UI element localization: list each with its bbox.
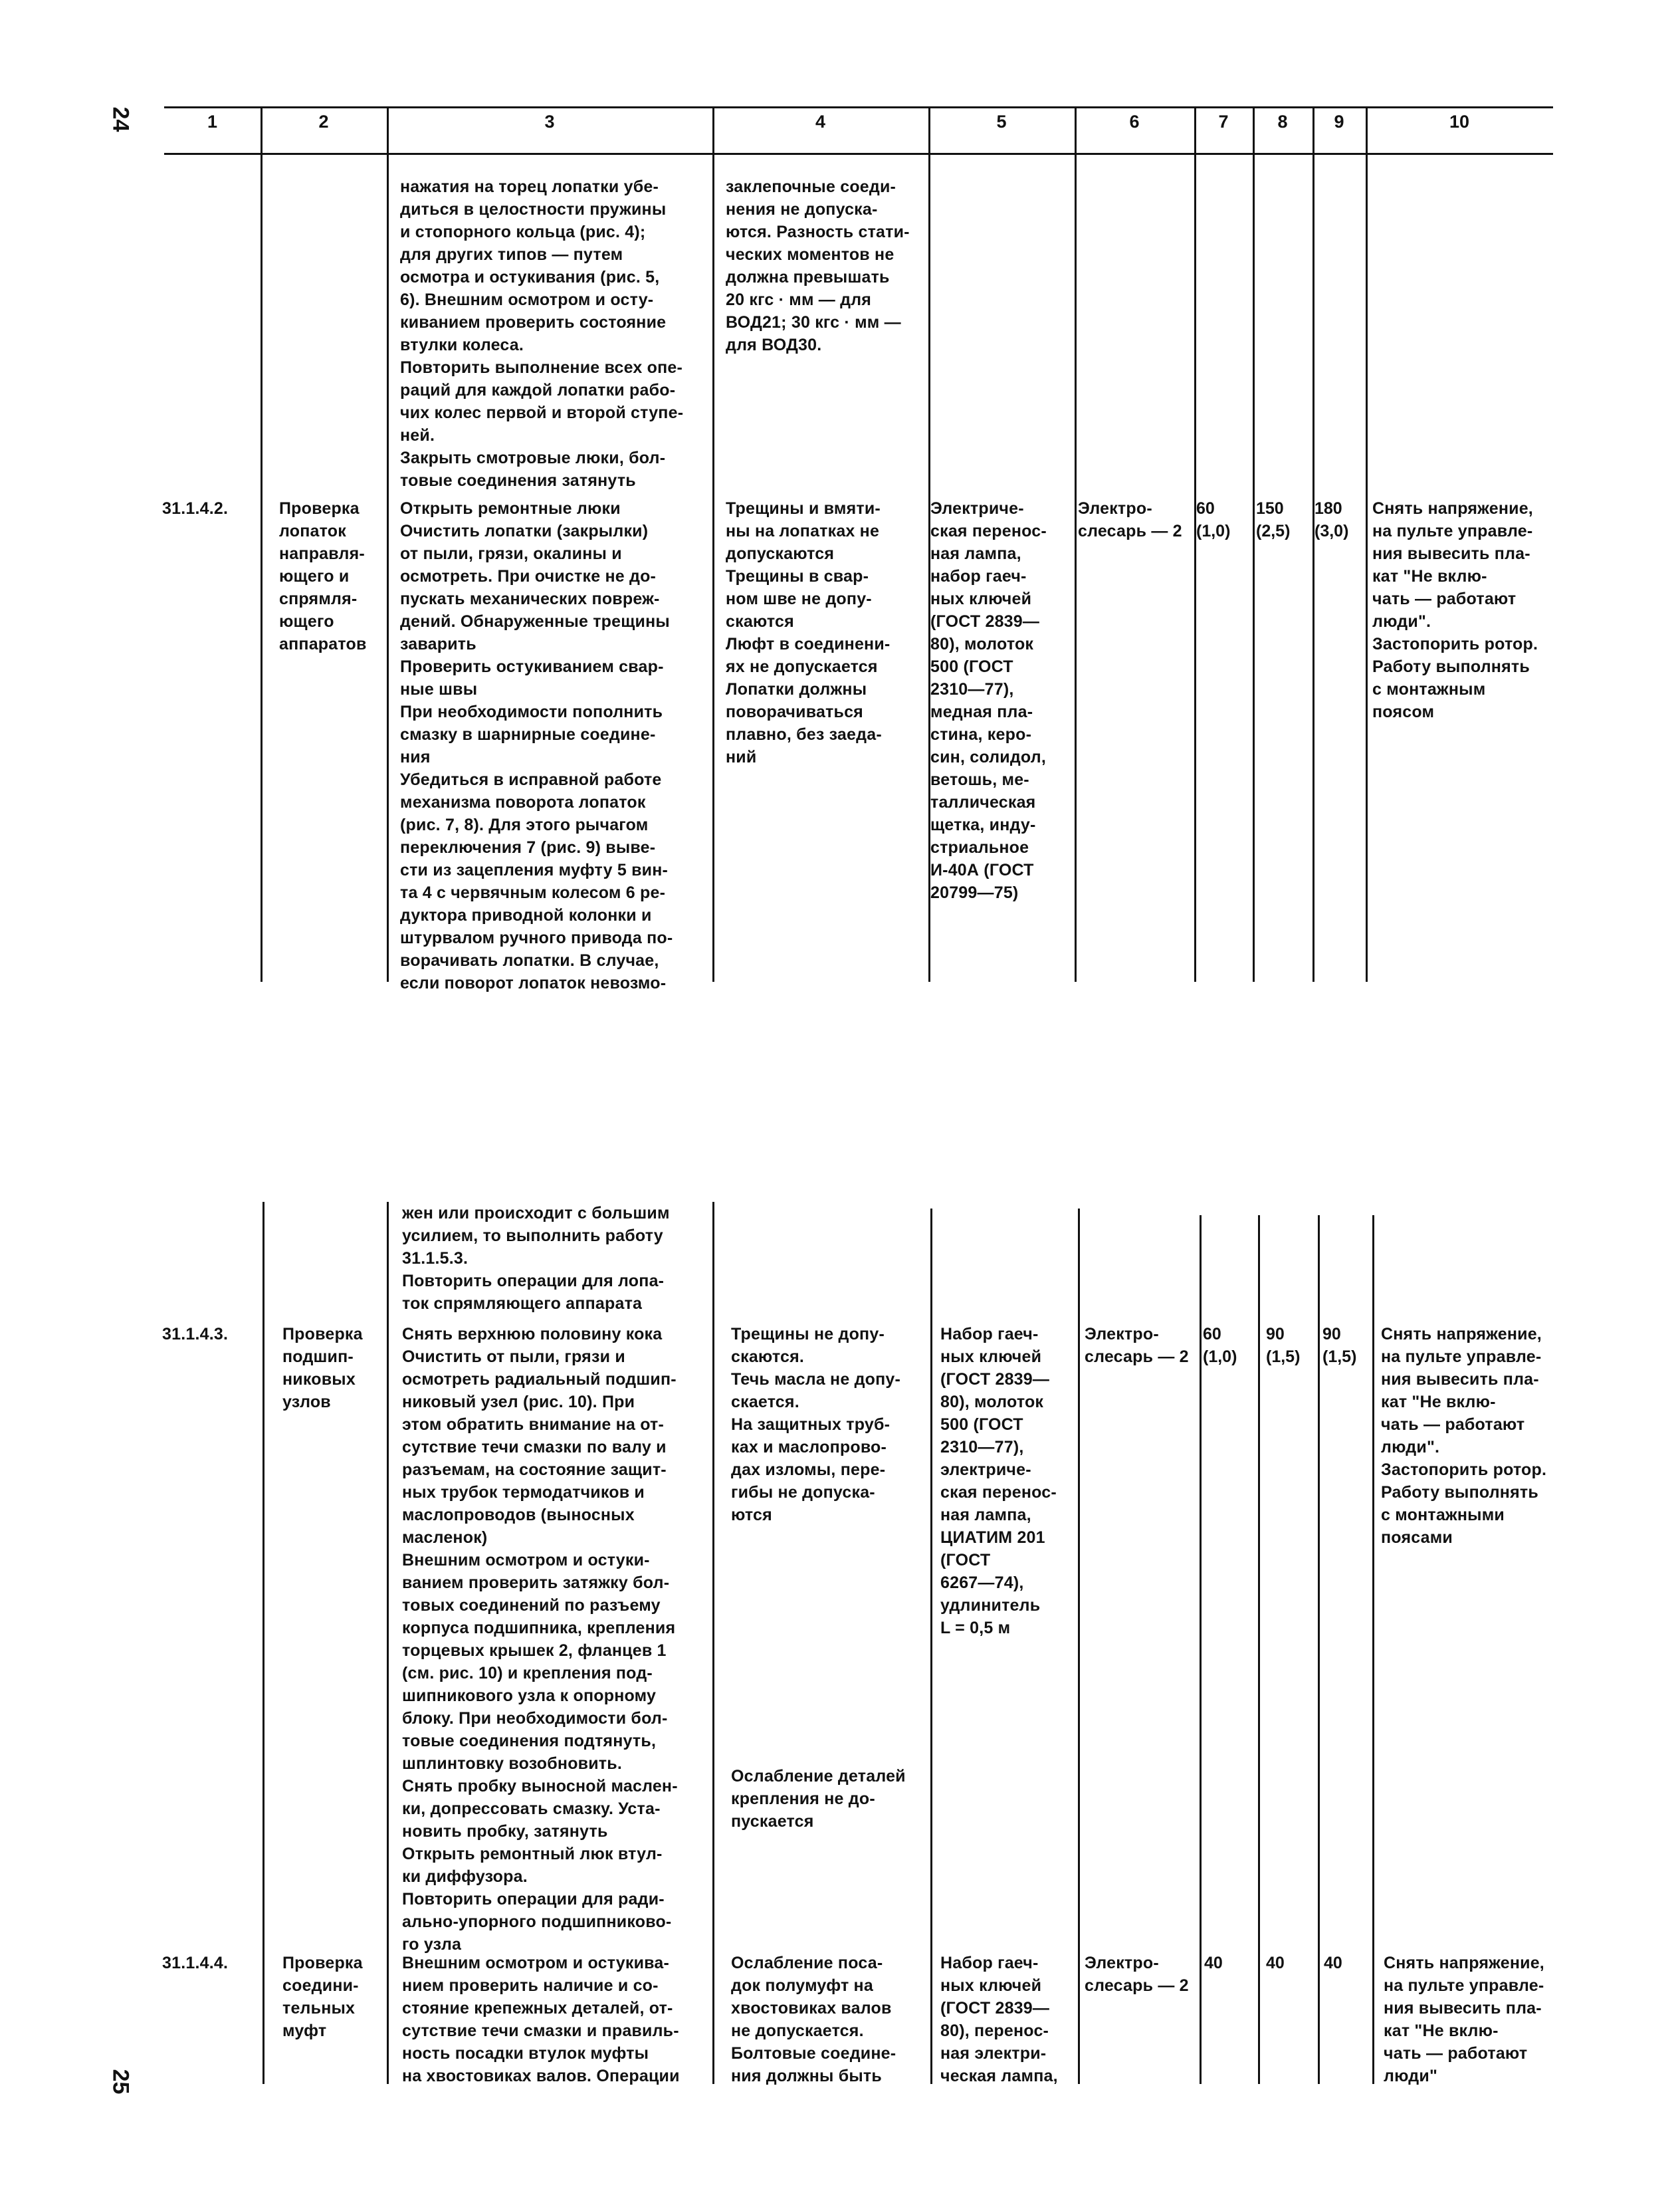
row-number: 31.1.4.2. bbox=[162, 499, 229, 518]
safety-notes: Снять напряжение, на пульте управле- ния вывесить пла- кат "Не вклю- чать — работают люди" bbox=[1384, 1954, 1544, 2085]
column-header-2: 2 bbox=[318, 112, 329, 132]
operation-name: Проверка лопаток направля- ющего и спрямля- ющего аппаратов bbox=[279, 499, 367, 653]
row-number: 31.1.4.4. bbox=[162, 1954, 229, 1972]
tools-text: Электриче- ская перенос- ная лампа, набор гаеч- ных ключей (ГОСТ 2839— 80), молоток 500 (ГОСТ 2310—77), медная пла- стина, керо- син, солидол, ветошь, ме- таллическая щетка, инду- стриальное И-40А (ГОСТ 20799—75) bbox=[930, 499, 1047, 902]
safety-notes: Снять напряжение, на пульте управле- ния вывесить пла- кат "Не вклю- чать — работают люди". Застопорить ротор. Работу выполнять с монтажным поясом bbox=[1372, 499, 1538, 721]
time-value-9: 180 (3,0) bbox=[1314, 499, 1349, 540]
time-value-8: 90 (1,5) bbox=[1266, 1325, 1301, 1366]
row-number: 31.1.4.3. bbox=[162, 1325, 229, 1343]
column-header-9: 9 bbox=[1334, 112, 1344, 132]
time-value-7: 60 (1,0) bbox=[1203, 1325, 1237, 1366]
continued-procedure-text: нажатия на торец лопатки убе- диться в целостности пружины и стопорного кольца (рис. 4); для других типов — путем осмотра и остукивания (рис. 5, 6). Внешним осмотром и осту- киванием проверить состояние втулки колеса. Повторить выполнение всех опе- раций для каждой лопатки рабо- чих колес первой и второй ступе- ней. Закрыть смотровые люки, бол- товые соединения затянуть bbox=[400, 177, 684, 490]
time-value-9: 40 bbox=[1324, 1954, 1342, 1972]
time-value-7: 60 (1,0) bbox=[1196, 499, 1231, 540]
requirements-text-2: Ослабление деталей крепления не до- пускается bbox=[731, 1767, 906, 1831]
column-header-8: 8 bbox=[1277, 112, 1288, 132]
safety-notes: Снять напряжение, на пульте управле- ния вывесить пла- кат "Не вклю- чать — работают люди". Застопорить ротор. Работу выполнять с монтажными поясами bbox=[1381, 1325, 1547, 1547]
requirements-text: Трещины не допу- скаются. Течь масла не допу- скается. На защитных труб- ках и маслопрово- дах изломы, пере- гибы не допуска- ются bbox=[731, 1325, 901, 1524]
column-header-1: 1 bbox=[207, 112, 218, 132]
requirements-text: Трещины и вмяти- ны на лопатках не допускаются Трещины в свар- ном шве не допу- скаются Люфт в соединени- ях не допускается Лопатки должны поворачиваться плавно, без заеда- ний bbox=[726, 499, 891, 766]
column-header-7: 7 bbox=[1218, 112, 1229, 132]
time-value-7: 40 bbox=[1204, 1954, 1223, 1972]
column-header-3: 3 bbox=[544, 112, 555, 132]
procedure-text: Снять верхнюю половину кока Очистить от пыли, грязи и осмотреть радиальный подшип- никовый узел (рис. 10). При этом обратить внимание на от- сутствие течи смазки по валу и разъемам, на состояние защит- ных трубок термодатчиков и маслопроводов (выносных масленок) Внешним осмотром и остуки- ванием проверить затяжку бол- товых соединений по разъему корпуса подшипника, крепления торцевых крышек 2, фланцев 1 (см. рис. 10) и крепления под- шипникового узла к опорному блоку. При необходимости бол- товые соединения подтянуть, шплинтовку возобновить. Снять пробку выносной маслен- ки, допрессовать смазку. Уста- новить пробку, затянуть Открыть ремонтный люк втул- ки диффузора. Повторить операции для ради- ально-упорного подшипниково- го узла bbox=[402, 1325, 678, 1954]
executor-text: Электро- слесарь — 2 bbox=[1085, 1325, 1189, 1366]
page-number-top: 24 bbox=[108, 106, 134, 132]
time-value-8: 40 bbox=[1266, 1954, 1285, 1972]
operation-name: Проверка соедини- тельных муфт bbox=[282, 1954, 363, 2040]
column-header-5: 5 bbox=[996, 112, 1007, 132]
tools-text: Набор гаеч- ных ключей (ГОСТ 2839— 80), перенос- ная электри- ческая лампа, bbox=[940, 1954, 1058, 2085]
procedure-text: Открыть ремонтные люки Очистить лопатки (закрылки) от пыли, грязи, окалины и осмотреть. При очистке не до- пускать механических повреж- дений. Обнаруженные трещины заварить Проверить остукиванием свар- ные швы При необходимости пополнить смазку в шарнирные соедине- ния Убедиться в исправной работе механизма поворота лопаток (рис. 7, 8). Для этого рычагом переключения 7 (рис. 9) выве- сти из зацепления муфту 5 вин- та 4 с червячным колесом 6 ре- дуктора приводной колонки и штурвалом ручного привода по- ворачивать лопатки. В случае, если поворот лопаток невозмо- bbox=[400, 499, 673, 992]
column-header-10: 10 bbox=[1449, 112, 1470, 132]
time-value-9: 90 (1,5) bbox=[1322, 1325, 1357, 1366]
tools-text: Набор гаеч- ных ключей (ГОСТ 2839— 80), молоток 500 (ГОСТ 2310—77), электриче- ская перенос- ная лампа, ЦИАТИМ 201 (ГОСТ 6267—74), удлинитель L = 0,5 м bbox=[940, 1325, 1057, 1637]
column-header-6: 6 bbox=[1129, 112, 1140, 132]
procedure-text: Внешним осмотром и остукива- нием проверить наличие и со- стояние крепежных деталей, от- сутствие течи смазки и правиль- ность посадки втулок муфты на хвостовиках валов. Операции bbox=[402, 1954, 680, 2085]
requirements-text: Ослабление поса- док полумуфт на хвостовиках валов не допускается. Болтовые соедине- ния должны быть bbox=[731, 1954, 896, 2085]
executor-text: Электро- слесарь — 2 bbox=[1078, 499, 1182, 540]
column-header-4: 4 bbox=[815, 112, 826, 132]
executor-text: Электро- слесарь — 2 bbox=[1085, 1954, 1189, 1995]
continued-procedure-text: жен или происходит с большим усилием, то выполнить работу 31.1.5.3. Повторить операции для лопа- ток спрямляющего аппарата bbox=[402, 1204, 670, 1313]
operation-name: Проверка подшип- никовых узлов bbox=[282, 1325, 363, 1411]
continued-requirements-text: заклепочные соеди- нения не допуска- ются. Разность стати- ческих моментов не должна превышать 20 кгс · мм — для ВОД21; 30 кгс · мм — для ВОД30. bbox=[726, 177, 910, 354]
page-number-bottom: 25 bbox=[108, 2069, 134, 2095]
time-value-8: 150 (2,5) bbox=[1256, 499, 1291, 540]
